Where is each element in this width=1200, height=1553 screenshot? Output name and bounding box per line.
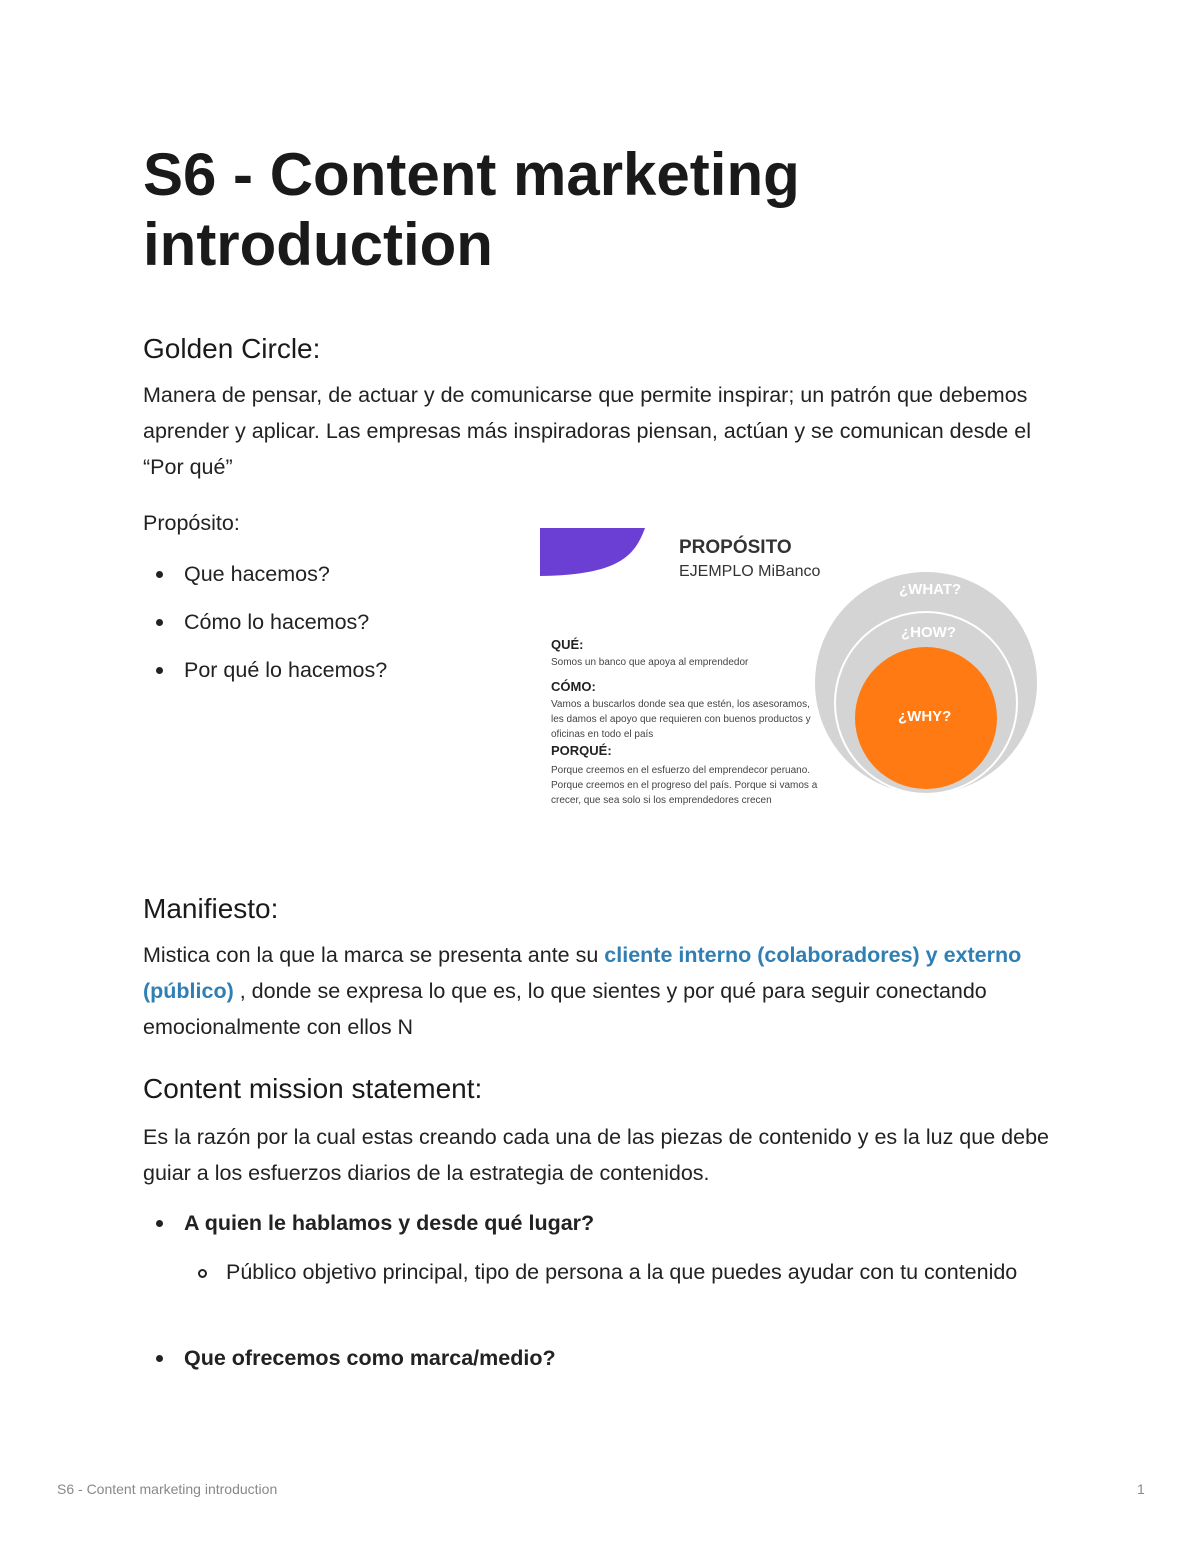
golden-circle-description: Manera de pensar, de actuar y de comunicarse que permite inspirar; un patrón que debemos aprender y aplicar. Las empresas más inspiradoras piensan, actúan y se comunican desde el “Por qué”: [143, 383, 1031, 479]
mission-sublist: [185, 1254, 1065, 1290]
list-item: Por qué lo hacemos?: [143, 652, 513, 700]
list-item: Cómo lo hacemos?: [143, 604, 513, 652]
manifiesto-paragraph: [143, 937, 1063, 1045]
content-mission-heading: Content mission statement:: [143, 1073, 483, 1104]
list-item: Público objetivo principal, tipo de persona a la que puedes ayudar con tu contenido: [185, 1254, 1065, 1290]
porque-text: Porque creemos en el esfuerzo del emprendecor peruano. Porque creemos en el progreso del país. Porque si vamos a crecer, que sea solo si los emprendedores crecen: [551, 765, 818, 806]
why-label: ¿WHY?: [898, 708, 952, 725]
golden-circle-heading: Golden Circle:: [143, 333, 321, 364]
content-mission-description: Es la razón por la cual estas creando cada una de las piezas de contenido y es la luz que debe guiar a los esfuerzos diarios de la estrategia de contenidos.: [143, 1125, 1049, 1185]
manifiesto-link[interactable]: cliente interno (colaboradores) y externo (público): [143, 943, 1022, 1003]
page-number: 1: [1137, 1481, 1145, 1497]
figure-title: PROPÓSITO: [679, 537, 792, 558]
page-title: S6 - Content marketing introduction: [143, 141, 800, 278]
golden-circle-figure: [535, 525, 1045, 825]
figure-subtitle: EJEMPLO MiBanco: [679, 563, 821, 580]
como-text: Vamos a buscarlos donde sea que estén, los asesoramos, les damos el apoyo que requieren con buenos productos y oficinas en todo el país: [551, 699, 811, 740]
how-label: ¿HOW?: [901, 624, 956, 641]
list-item: Que ofrecemos como marca/medio?: [143, 1340, 1063, 1376]
como-heading: CÓMO:: [551, 679, 596, 694]
manifiesto-text-after: , donde se expresa lo que es, lo que sientes y por qué para seguir conectando emocionalmente con ellos N: [143, 979, 987, 1039]
que-text: Somos un banco que apoya al emprendedor: [551, 657, 749, 668]
list-item: Que hacemos?: [143, 556, 513, 604]
manifiesto-heading: Manifiesto:: [143, 893, 279, 924]
what-label: ¿WHAT?: [899, 581, 962, 598]
porque-heading: PORQUÉ:: [551, 743, 612, 758]
list-item: A quien le hablamos y desde qué lugar?: [143, 1205, 1063, 1241]
footer-title: S6 - Content marketing introduction: [57, 1481, 278, 1497]
mission-list: [143, 1205, 1063, 1241]
purple-shape: [540, 528, 645, 576]
manifiesto-text-before: Mistica con la que la marca se presenta ante su: [143, 943, 605, 967]
proposito-list: [143, 556, 513, 700]
que-heading: QUÉ:: [551, 637, 584, 652]
mission-list-2: [143, 1340, 1063, 1376]
proposito-label: Propósito:: [143, 511, 240, 535]
